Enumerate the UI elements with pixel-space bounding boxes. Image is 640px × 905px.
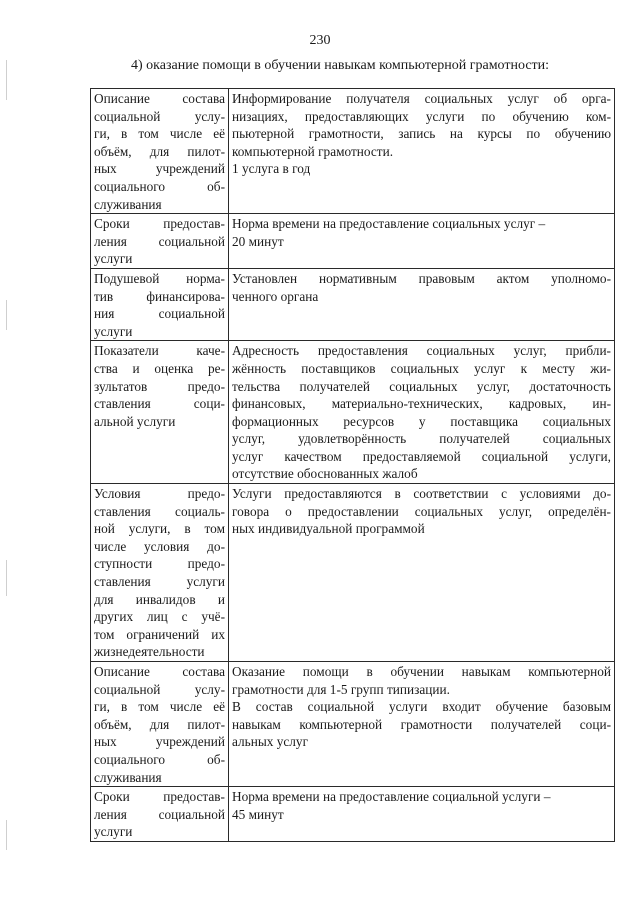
row-label-line: зультатов предо- [94, 378, 225, 394]
table-row [91, 662, 615, 787]
row-label-line: ступности предо- [94, 556, 225, 572]
row-label-line: ной услуги, в том [94, 521, 225, 537]
row-label-line: служивания [94, 196, 162, 212]
row-value-line: 20 минут [232, 233, 284, 249]
row-value-cell [229, 484, 615, 662]
table-row [91, 214, 615, 269]
row-label-line: Сроки предостав- [94, 789, 225, 805]
row-value-line: говора о предоставлении социальных услуг, определён- [232, 503, 611, 519]
row-label-cell [91, 341, 229, 484]
row-value-line: альных услуг [232, 734, 309, 750]
row-value-line: Информирование получателя социальных услуг об орга- [232, 91, 611, 106]
page-number: 230 [309, 33, 331, 48]
row-label-line: социальной услу- [94, 108, 225, 124]
row-value-cell [229, 662, 615, 787]
row-label-cell [91, 787, 229, 842]
row-label-line: других лиц с учё- [94, 609, 225, 625]
row-label-line: Описание состава [94, 91, 225, 106]
row-value-line: формационных ресурсов у поставщика социальных [232, 413, 611, 429]
row-label-line: услуги [94, 824, 133, 840]
row-value-line: ченного органа [232, 288, 319, 304]
row-value-line: Установлен нормативным правовым актом уполномо- [232, 270, 611, 286]
scan-edge-mark [6, 560, 7, 596]
row-label-line: ных учреждений [94, 734, 225, 750]
row-value-cell [229, 787, 615, 842]
row-value-line: Услуги предоставляются в соответствии с условиями до- [232, 486, 611, 502]
row-label-line: ства и оценка ре- [94, 360, 225, 376]
row-value-line: финансовых, материально-технических, кадровых, ин- [232, 396, 611, 412]
row-label-line: ставления соци- [94, 396, 225, 412]
row-value-cell [229, 89, 615, 214]
row-value-line: Адресность предоставления социальных услуг, прибли- [232, 343, 611, 359]
row-label-line: жизнедеятельности [94, 644, 205, 660]
row-label-line: числе условия до- [94, 538, 225, 554]
table-row [91, 787, 615, 842]
row-label-line: ставления услуги [94, 574, 225, 590]
scan-edge-mark [6, 60, 7, 100]
row-label-cell [91, 662, 229, 787]
row-label-line: социального об- [94, 178, 225, 194]
row-label-line: для инвалидов и [94, 591, 225, 607]
row-value-line: навыкам компьютерной грамотности получателей соци- [232, 716, 611, 732]
row-label-line: ления социальной [94, 806, 225, 822]
row-value-cell [229, 341, 615, 484]
row-label-line: том ограничений их [94, 626, 225, 642]
row-label-line: тив финансирова- [94, 288, 225, 304]
row-label-line: ги, в том числе её [94, 699, 225, 715]
row-value-line: тельства получателей социальных услуг, достаточность [232, 378, 611, 394]
row-label-line: Условия предо- [94, 486, 225, 502]
row-value-line: пьютерной грамотности, запись на курсы по обучению [232, 126, 611, 142]
row-value-line: грамотности для 1-5 групп типизации. [232, 681, 450, 697]
row-label-line: ления социальной [94, 233, 225, 249]
row-label-line: Показатели каче- [94, 343, 225, 359]
row-label-line: социального об- [94, 751, 225, 767]
table-body [91, 89, 615, 842]
row-label-cell [91, 484, 229, 662]
row-label-cell [91, 89, 229, 214]
row-value-line: низациях, предоставляющих услуги по обучению ком- [232, 108, 611, 124]
row-value-line: отсутствие обоснованных жалоб [232, 466, 418, 482]
row-value-line: жённость поставщиков социальных услуг к месту жи- [232, 360, 611, 376]
row-label-line: социальной услу- [94, 681, 225, 697]
section-heading: 4) оказание помощи в обучении навыкам компьютерной грамотности: [131, 58, 550, 73]
row-label-line: альной услуги [94, 413, 176, 429]
row-value-line: Норма времени на предоставление социальных услуг – [232, 216, 546, 232]
row-value-line: 1 услуга в год [232, 161, 311, 177]
row-value-line: ных индивидуальной программой [232, 521, 425, 537]
row-label-line: ных учреждений [94, 161, 225, 177]
row-value-line: Норма времени на предоставление социальной услуги – [232, 789, 551, 805]
row-label-line: Описание состава [94, 664, 225, 679]
row-label-line: ги, в том числе её [94, 126, 225, 142]
row-value-line: В состав социальной услуги входит обучение базовым [232, 699, 611, 715]
row-value-line: услуг, удовлетворённость получателей социальных [232, 431, 611, 447]
row-label-cell [91, 268, 229, 340]
row-label-line: Подушевой норма- [94, 270, 225, 286]
row-value-cell [229, 214, 615, 269]
row-value-line: Оказание помощи в обучении навыкам компьютерной [232, 664, 611, 679]
table-row [91, 89, 615, 214]
row-label-line: служивания [94, 769, 162, 785]
scan-edge-mark [6, 820, 7, 850]
row-value-line: компьютерной грамотности. [232, 143, 394, 159]
scan-edge-mark [6, 300, 7, 330]
row-value-line: 45 минут [232, 806, 284, 822]
table-row [91, 268, 615, 340]
service-description-table [90, 88, 615, 842]
row-label-line: ставления социаль- [94, 503, 225, 519]
row-label-line: Сроки предостав- [94, 216, 225, 232]
row-value-line: услуг качеством предоставляемой социальной услуги, [232, 448, 611, 464]
table-row [91, 484, 615, 662]
row-label-line: объём, для пилот- [94, 716, 225, 732]
row-label-cell [91, 214, 229, 269]
row-label-line: объём, для пилот- [94, 143, 225, 159]
row-label-line: ния социальной [94, 306, 225, 322]
row-label-line: услуги [94, 251, 133, 267]
row-label-line: услуги [94, 323, 133, 339]
row-value-cell [229, 268, 615, 340]
table-row [91, 341, 615, 484]
